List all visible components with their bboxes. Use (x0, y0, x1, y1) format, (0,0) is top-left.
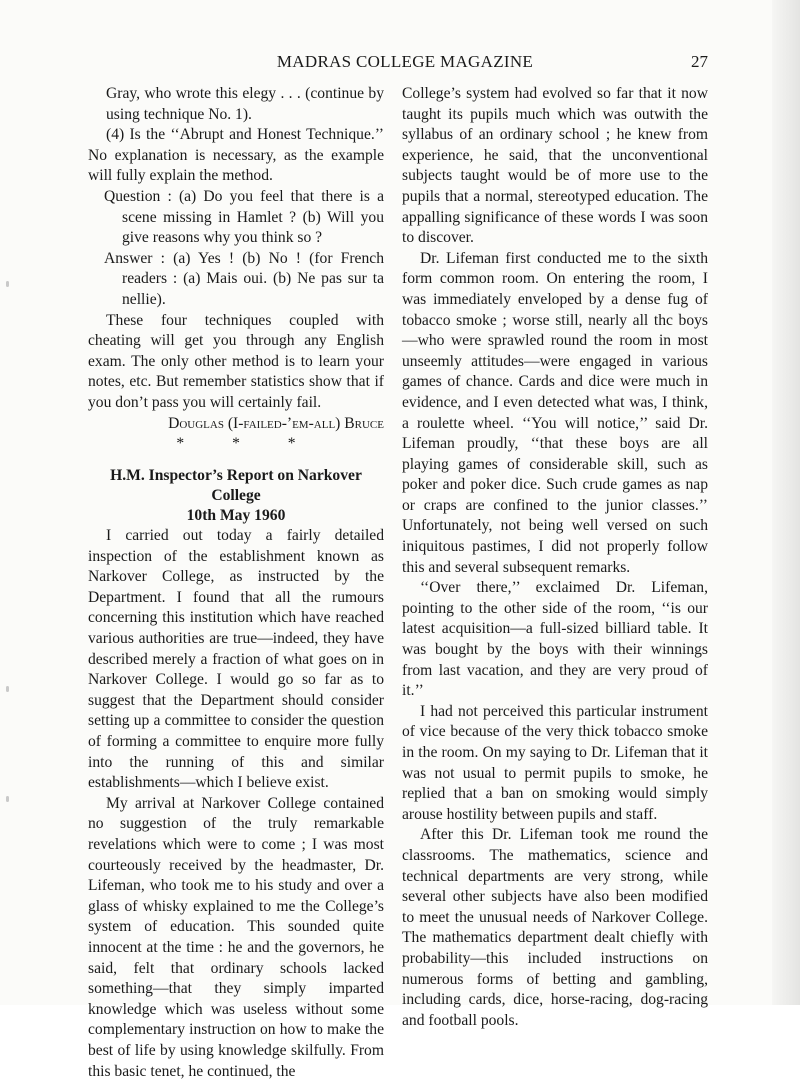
section-separator: * * * (176, 435, 318, 453)
report-paragraph: ‘‘Over there,’’ exclaimed Dr. Lifeman, pointing to the other side of the room, ‘‘is our latest acquisition—a full-sized billiard table. It was bought by the boys with their winnings from last vacation, and they are very proud of it.’’ (402, 579, 708, 700)
report-paragraph: Dr. Lifeman first conducted me to the sixth form common room. On entering the room, I was immediately enveloped by a dense fug of tobacco smoke ; worse still, nearly all thc boys—who were sprawled round the room in most unseemly attitudes—were engaged in various games of chance. Cards and dice were much in evidence, and I even detected what was, I think, a roulette wheel. ‘‘You will notice,’’ said Dr. Lifeman proudly, ‘‘that these boys are all playing games of considerable skill, such as poker and poker dice. Such crude games as nap or craps are confined to the junior classes.’’ Unfortunately, not being well versed on such iniquitous pastimes, I did not properly follow this and several subsequent remarks. (402, 249, 708, 576)
continued-paragraph: Gray, who wrote this elegy . . . (continue by using technique No. 1). (106, 85, 384, 123)
page-edge-shadow (772, 0, 800, 1005)
report-paragraph: I carried out today a fairly detailed inspection of the establishment known as Narkover College, as instructed by the Department. I found that all the rumours concerning this institution which have reached various authorities are true—indeed, they have described merely a fraction of what goes on in Narkover College. I would go so far as to suggest that the Department should consider setting up a committee to consider the question of forming a committee to enquire more fully into the running of this and similar establishments—which I believe exist. (88, 527, 384, 792)
binding-hole-mark (6, 796, 9, 802)
article-title: H.M. Inspector’s Report on Narkover College (110, 467, 362, 505)
example-answer: Answer : (a) Yes ! (b) No ! (for French readers : (a) Mais oui. (b) Ne pas sur ta nellie). (104, 249, 384, 308)
example-question: Question : (a) Do you feel that there is a scene missing in Hamlet ? (b) Will you give reasons why you think so ? (104, 187, 384, 247)
report-paragraph: I had not perceived this particular instrument of vice because of the very thick tobacco smoke in the room. On my saying to Dr. Lifeman that it was not usual to permit pupils to smoke, he replied that a ban on smoking would simply arouse hostility between pupils and staff. (402, 702, 708, 823)
technique-four-paragraph: (4) Is the ‘‘Abrupt and Honest Technique.’’ No explanation is necessary, as the example will fully explain the method. (88, 126, 384, 185)
author-signature: Douglas (I-failed-’em-all) Bruce (168, 414, 384, 432)
magazine-title: MADRAS COLLEGE MAGAZINE (276, 52, 534, 71)
closing-paragraph: These four techniques coupled with cheating will get you through any English exam. The only other method is to learn your notes, etc. But remember statistics show that if you don’t pass you will certainly fail. (88, 311, 384, 411)
page-number: 27 (691, 52, 708, 71)
report-paragraph: After this Dr. Lifeman took me round the classrooms. The mathematics, science and technical departments are very strong, while several other subjects have also been modified to meet the unusual needs of Narkover College. The mathematics department dealt chiefly with probability—this included instructions on numerous forms of betting and gambling, including cards, dice, horse-racing, dog-racing and football pools. (402, 826, 708, 1029)
article-heading (88, 466, 384, 526)
binding-hole-mark (6, 686, 9, 692)
article-date: 10th May 1960 (186, 507, 286, 525)
left-column (88, 84, 384, 1082)
running-header (102, 52, 708, 76)
report-paragraph: College’s system had evolved so far that it now taught its pupils much which was outwith the syllabus of an ordinary school ; he knew from experience, he said, that the unconventional subjects taught would be of more use to the pupils that a normal, stereotyped education. The appalling significance of these words I was soon to discover. (402, 85, 708, 247)
binding-hole-mark (6, 281, 9, 287)
report-paragraph: My arrival at Narkover College contained no suggestion of the truly remarkable revelations which were to come ; I was most courteously received by the headmaster, Dr. Lifeman, who took me to his study and over a glass of whisky explained to me the College’s system of education. This sounded quite innocent at the time : he and the governors, he said, felt that ordinary schools lacked something—that they simply imparted knowledge which was useless without some complementary instruction on how to make the best of life by using knowledge skilfully. From this basic tenet, he continued, the (88, 794, 384, 1080)
right-column (402, 84, 708, 1031)
